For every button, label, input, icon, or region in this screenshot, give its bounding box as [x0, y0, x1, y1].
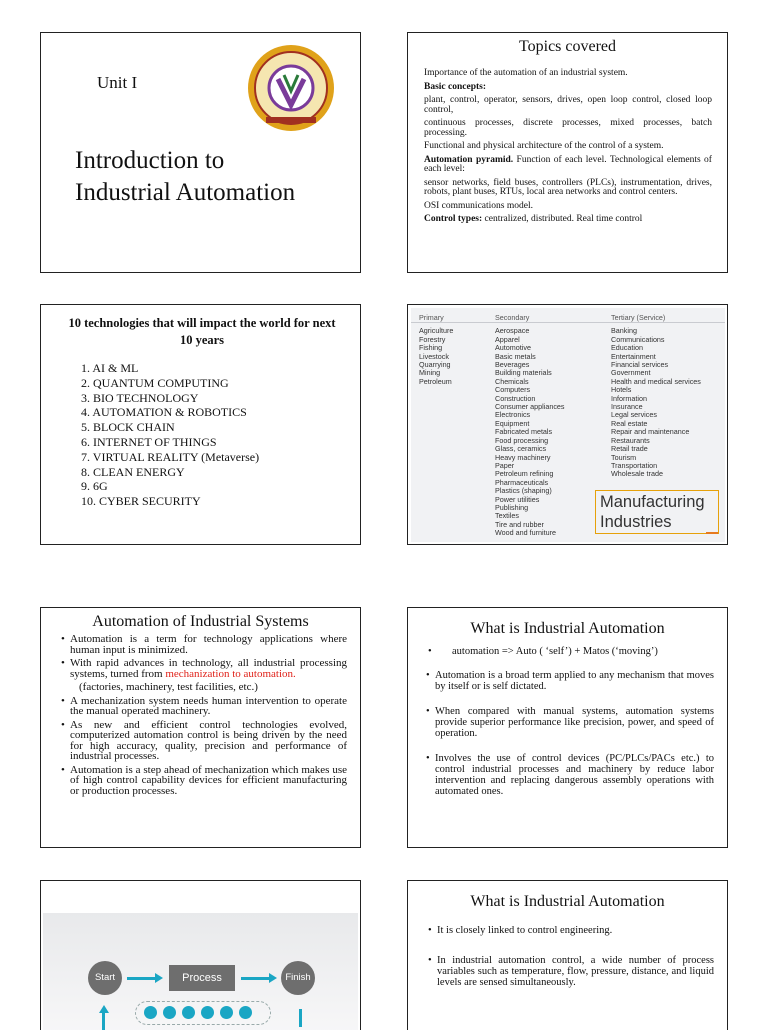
tertiary-sector-item: Banking: [611, 326, 637, 336]
tertiary-sector-item: Health and medical services: [611, 376, 701, 386]
slide-title: What is Industrial Automation: [470, 620, 665, 637]
primary-sector-item: Fishing: [419, 343, 443, 353]
slide-title: What is Industrial Automation: [470, 893, 665, 910]
arrow-up-icon: [99, 1005, 109, 1013]
bullet-list: [426, 646, 714, 811]
tertiary-column: [611, 314, 701, 479]
list-item: 1. AI & ML: [81, 361, 139, 375]
tertiary-sector-item: Legal services: [611, 410, 657, 420]
slide-title: Automation of Industrial Systems: [92, 613, 309, 630]
tertiary-sector-item: Financial services: [611, 360, 669, 370]
topic-item: [424, 156, 712, 175]
secondary-sector-item: Glass, ceramics: [495, 444, 547, 454]
bullet-item: • In industrial automation control, a wide number of process variables such as temperature, flow, pressure, distance, and liquid levels are sensed simultaneously.: [428, 955, 714, 988]
tertiary-sector-item: Government: [611, 368, 651, 378]
process-diagram: [43, 913, 358, 1030]
secondary-sector-item: Textiles: [495, 511, 519, 521]
secondary-column: [495, 314, 565, 538]
tertiary-sector-item: Entertainment: [611, 351, 656, 361]
bullet-item: • A mechanization system needs human intervention to operate the manual operated machinery.: [61, 696, 347, 717]
bullet-item: • Automation is a step ahead of mechanization which makes use of high control capability devices for efficient manufacturing or production processes.: [61, 765, 347, 797]
secondary-sector-item: Basic metals: [495, 351, 536, 361]
list-item: 5. BLOCK CHAIN: [81, 420, 175, 435]
unit-label: Unit I: [97, 73, 138, 92]
tertiary-sector-item: Repair and maintenance: [611, 427, 690, 437]
secondary-sector-item: Paper: [495, 460, 515, 470]
callout-line-2: Industries: [600, 513, 672, 531]
topic-item: Functional and physical architecture of the control of a system.: [424, 141, 664, 151]
secondary-sector-item: Electronics: [495, 410, 531, 420]
tertiary-sector-item: Communications: [611, 334, 665, 344]
sectors-table: [411, 308, 725, 542]
secondary-sector-item: Computers: [495, 385, 531, 395]
secondary-sector-item: Construction: [495, 393, 536, 403]
tertiary-sector-item: Tourism: [611, 452, 637, 462]
accent-dash: [706, 532, 718, 534]
slide-topics: [407, 32, 728, 273]
arrow-right-icon: [127, 977, 157, 980]
primary-sector-item: Agriculture: [419, 326, 454, 336]
list-item: 7. VIRTUAL REALITY (Metaverse): [81, 449, 260, 464]
list-item: 9. 6G: [81, 479, 108, 494]
secondary-sector-item: Equipment: [495, 418, 530, 428]
bullet-list: [428, 925, 714, 1007]
dot: [182, 1006, 195, 1019]
secondary-sector-item: Petroleum refining: [495, 469, 554, 479]
primary-sector-item: Petroleum: [419, 376, 452, 386]
sub-item: (factories, machinery, test facilities, etc.): [79, 681, 258, 693]
topic-item: continuous processes, discrete processes, mixed processes, batch processing.: [424, 118, 712, 138]
topic-item: [424, 83, 712, 93]
bullet-text: With rapid advances in technology, all industrial processing systems, turned from: [70, 657, 347, 680]
topic-bold: Basic concepts:: [424, 81, 487, 92]
topic-item: sensor networks, field buses, controllers (PLCs), instrumentation, drives, robots, plant buses, RTUs, local area networks and control centers.: [424, 177, 712, 197]
primary-sector-item: Forestry: [419, 334, 446, 344]
tertiary-sector-item: Education: [611, 343, 643, 353]
primary-sector-item: Mining: [419, 368, 441, 378]
list-item: 3. BIO TECHNOLOGY: [81, 390, 199, 405]
primary-sector-item: Quarrying: [419, 360, 451, 370]
slide-what-is-automation: [407, 607, 728, 848]
connector-line: [102, 1013, 105, 1030]
college-logo: [246, 43, 336, 133]
topic-text: Function of each level. Technological elements of each level:: [424, 154, 712, 174]
tertiary-sector-item: Retail trade: [611, 444, 648, 454]
manufacturing-callout: [595, 490, 719, 534]
tertiary-sector-item: Information: [611, 393, 647, 403]
topic-item: Importance of the automation of an industrial system.: [424, 68, 628, 78]
secondary-sector-item: Automotive: [495, 343, 531, 353]
secondary-sector-item: Aerospace: [495, 326, 530, 336]
secondary-sector-item: Heavy machinery: [495, 452, 551, 462]
column-header: Tertiary (Service): [611, 313, 666, 322]
list-item: 10. CYBER SECURITY: [81, 494, 201, 509]
bullet-item: • It is closely linked to control engineering.: [428, 925, 714, 936]
list-item: 2. QUANTUM COMPUTING: [81, 375, 229, 390]
bullet-item: • Automation is a term for technology applications where human input is minimized.: [61, 634, 347, 655]
bullet-item: • When compared with manual systems, automation systems provide superior performance like precision, power, and speed of operation.: [426, 706, 714, 739]
bullet-item: [61, 658, 347, 679]
tertiary-sector-item: Wholesale trade: [611, 469, 663, 479]
primary-column: [419, 314, 453, 386]
slide-industry-sectors: [407, 304, 728, 545]
dot: [220, 1006, 233, 1019]
slide-title: Topics covered: [518, 38, 617, 55]
secondary-sector-item: Fabricated metals: [495, 427, 553, 437]
bullet-item: • As new and efficient control technologies evolved, computerized automation control is being driven by the need for high accuracy, quality, precision and performance of industrial processes.: [61, 720, 347, 762]
title-line-1: Introduction to: [75, 147, 225, 174]
tertiary-sector-item: Real estate: [611, 418, 648, 428]
bullet-item: • automation => Auto ( ‘self’) + Matos (‘moving’): [426, 646, 714, 657]
dot: [239, 1006, 252, 1019]
highlight-text: mechanization to automation.: [165, 667, 296, 680]
bullet-item: • Involves the use of control devices (PC/PLCs/PACs etc.) to control industrial processes and machinery by reduce labor intervention and replacing dangerous assembly operations with automated ones.: [426, 753, 714, 797]
secondary-sector-item: Power utilities: [495, 494, 540, 504]
feedback-loop: [135, 1001, 271, 1025]
slide-technologies: [40, 304, 361, 545]
topic-text: centralized, distributed. Real time control: [482, 214, 643, 224]
list-item: 8. CLEAN ENERGY: [81, 464, 185, 479]
connector-line: [299, 1009, 302, 1027]
process-node: Process: [169, 965, 235, 991]
topic-item: plant, control, operator, sensors, drives, open loop control, closed loop control,: [424, 95, 712, 115]
topics-list: [424, 69, 712, 229]
finish-node: Finish: [281, 961, 315, 995]
tertiary-sector-item: Insurance: [611, 402, 643, 412]
topic-item: [424, 215, 712, 225]
secondary-sector-item: Tire and rubber: [495, 519, 544, 529]
arrow-right-icon: [241, 977, 271, 980]
secondary-sector-item: Wood and furniture: [495, 528, 556, 538]
tertiary-sector-item: Restaurants: [611, 435, 650, 445]
slide-title: 10 technologies that will impact the world for next 10 years: [68, 316, 336, 347]
dot: [144, 1006, 157, 1019]
column-header: Secondary: [495, 313, 530, 322]
technology-list: [81, 361, 259, 509]
secondary-sector-item: Consumer appliances: [495, 402, 565, 412]
slide-what-is-automation-2: [407, 880, 728, 1030]
secondary-sector-item: Chemicals: [495, 376, 529, 386]
primary-sector-item: Livestock: [419, 351, 449, 361]
start-node: Start: [88, 961, 122, 995]
topic-bold: Control types:: [424, 214, 483, 224]
list-item: 6. INTERNET OF THINGS: [81, 434, 217, 449]
secondary-sector-item: Building materials: [495, 368, 552, 378]
dot: [201, 1006, 214, 1019]
secondary-sector-item: Beverages: [495, 360, 530, 370]
topic-bold: Automation pyramid.: [424, 154, 514, 165]
tertiary-sector-item: Transportation: [611, 460, 658, 470]
bullet-item: • Automation is a broad term applied to any mechanism that moves by itself or is self dictated.: [426, 670, 714, 692]
secondary-sector-item: Apparel: [495, 334, 520, 344]
tertiary-sector-item: Hotels: [611, 385, 632, 395]
secondary-sector-item: Pharmaceuticals: [495, 477, 549, 487]
bullet-list: [61, 634, 347, 799]
slide-automation-systems: [40, 607, 361, 848]
dot: [163, 1006, 176, 1019]
secondary-sector-item: Plastics (shaping): [495, 486, 552, 496]
callout-line-1: Manufacturing: [600, 493, 705, 511]
slide-process-diagram: [40, 880, 361, 1030]
list-item: 4. AUTOMATION & ROBOTICS: [81, 405, 247, 420]
slide-title: [75, 145, 295, 209]
slide-intro: [40, 32, 361, 273]
title-line-2: Industrial Automation: [75, 179, 296, 206]
secondary-sector-item: Food processing: [495, 435, 549, 445]
secondary-sector-item: Publishing: [495, 502, 529, 512]
column-header: Primary: [419, 313, 444, 322]
topic-item: OSI communications model.: [424, 200, 533, 211]
